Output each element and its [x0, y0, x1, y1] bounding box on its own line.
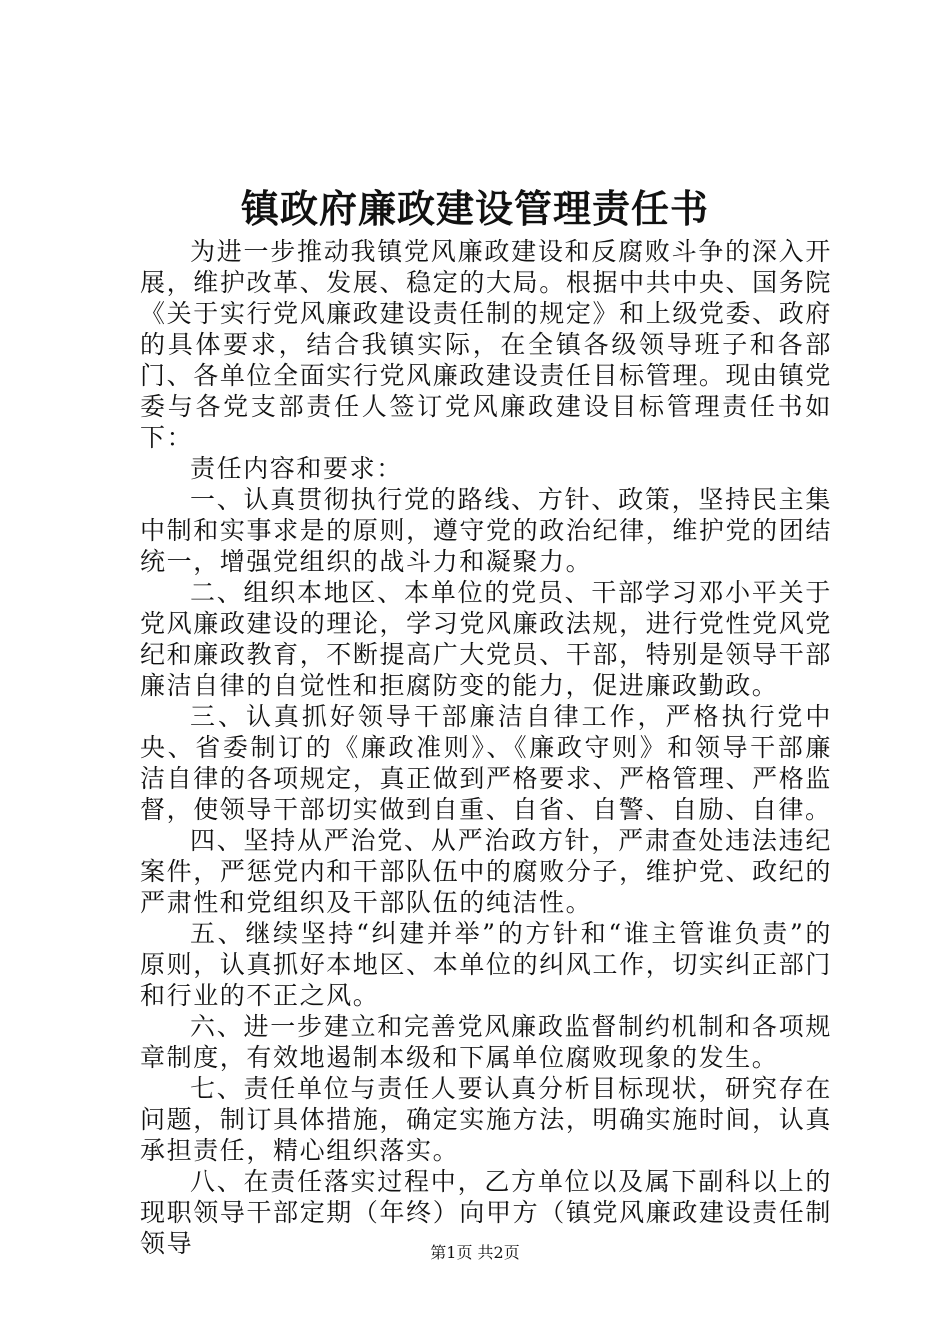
item-8-paragraph: 八、在责任落实过程中，乙方单位以及属下副科以上的现职领导干部定期（年终）向甲方（镇党风廉政建设责任制领导 — [140, 1167, 832, 1258]
section-heading: 责任内容和要求： — [190, 454, 403, 483]
item-1-paragraph: 一、认真贯彻执行党的路线、方针、政策，坚持民主集中制和实事求是的原则，遵守党的政治纪律，维护党的团结统一，增强党组织的战斗力和凝聚力。 — [140, 485, 832, 576]
document-title: 镇政府廉政建设管理责任书 — [240, 186, 709, 231]
page-indicator: 第1页 共2页 — [430, 1243, 520, 1262]
item-7-paragraph: 七、责任单位与责任人要认真分析目标现状，研究存在问题，制订具体措施，确定实施方法，明确实施时间，认真承担责任，精心组织落实。 — [140, 1074, 832, 1165]
intro-paragraph: 为进一步推动我镇党风廉政建设和反腐败斗争的深入开展，维护改革、发展、稳定的大局。根据中共中央、国务院《关于实行党风廉政建设责任制的规定》和上级党委、政府的具体要求，结合我镇实际，在全镇各级领导班子和各部门、各单位全面实行党风廉政建设责任目标管理。现由镇党委与各党支部责任人签订党风廉政建设目标管理责任书如下： — [140, 237, 832, 452]
item-2-paragraph: 二、组织本地区、本单位的党员、干部学习邓小平关于党风廉政建设的理论，学习党风廉政法规，进行党性党风党纪和廉政教育，不断提高广大党员、干部，特别是领导干部廉洁自律的自觉性和拒腐防变的能力，促进廉政勤政。 — [140, 578, 832, 700]
item-5-paragraph: 五、继续坚持“纠建并举”的方针和“谁主管谁负责”的原则，认真抓好本地区、本单位的纠风工作，切实纠正部门和行业的不正之风。 — [140, 919, 832, 1010]
item-3-paragraph: 三、认真抓好领导干部廉洁自律工作，严格执行党中央、省委制订的《廉政准则》、《廉政守则》和领导干部廉洁自律的各项规定，真正做到严格要求、严格管理、严格监督，使领导干部切实做到自重、自省、自警、自励、自律。 — [140, 702, 832, 824]
document-body — [140, 236, 832, 1259]
item-6-paragraph: 六、进一步建立和完善党风廉政监督制约机制和各项规章制度，有效地遏制本级和下属单位腐败现象的发生。 — [140, 1012, 832, 1072]
item-4-paragraph: 四、坚持从严治党、从严治政方针，严肃查处违法违纪案件，严惩党内和干部队伍中的腐败分子，维护党、政纪的严肃性和党组织及干部队伍的纯洁性。 — [140, 826, 832, 917]
